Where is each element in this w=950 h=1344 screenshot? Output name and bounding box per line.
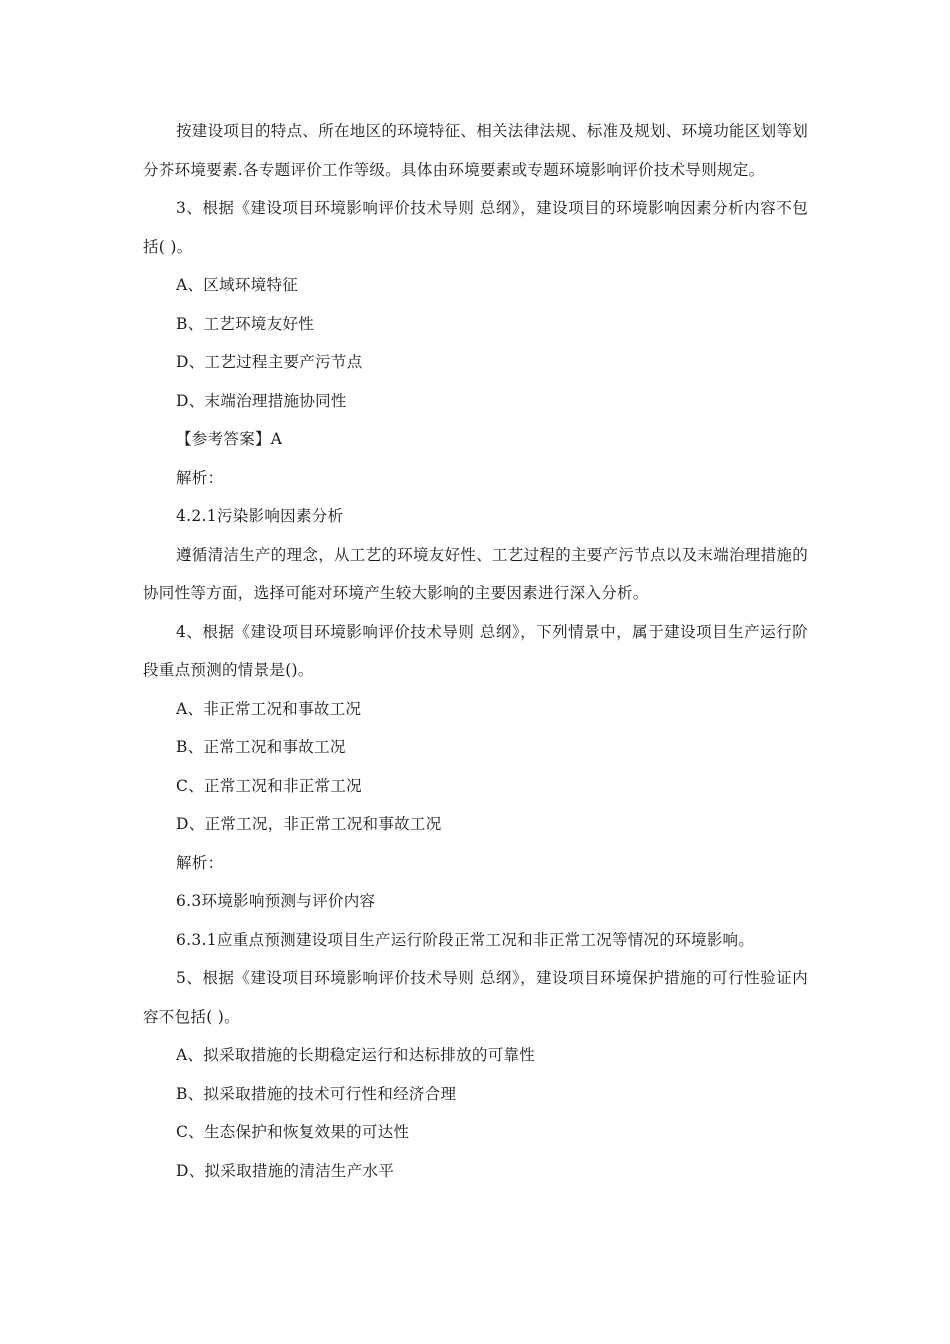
q4-option-a: A、非正常工况和事故工况 — [176, 699, 362, 718]
q5-option-d: D、拟采取措施的清洁生产水平 — [176, 1161, 395, 1180]
q4-option-d: D、正常工况，非正常工况和事故工况 — [176, 815, 442, 833]
q4-analysis-label: 解析： — [176, 853, 224, 872]
question-5: 5、根据《建设项目环境影响评价技术导则 总纲》，建设项目环境保护措施的可行性验证内容不包括( )。 — [143, 969, 808, 1026]
paragraph-intro: 按建设项目的特点、所在地区的环境特征、相关法律法规、标准及规划、环境功能区划等划分芥环境要素.各专题评价工作等级。具体由环境要素或专题环境影响评价技术导则规定。 — [143, 122, 809, 179]
q3-option-d: D、末端治理措施协同性 — [176, 391, 347, 410]
q3-option-b: B、工艺环境友好性 — [176, 314, 315, 333]
q3-analysis-text: 遵循清洁生产的理念，从工艺的环境友好性、工艺过程的主要产污节点以及末端治理措施的协同性等方面，选择可能对环境产生较大影响的主要因素进行深入分析。 — [143, 545, 809, 602]
question-3: 3、根据《建设项目环境影响评价技术导则 总纲》，建设项目的环境影响因素分析内容不包括( )。 — [143, 199, 808, 256]
q4-option-b: B、正常工况和事故工况 — [176, 738, 346, 756]
q3-option-a: A、区域环境特征 — [176, 276, 299, 294]
q3-analysis-label: 解析： — [176, 468, 224, 487]
q4-option-c: C、正常工况和非正常工况 — [176, 776, 362, 795]
q4-analysis-heading: 6.3环境影响预测与评价内容 — [176, 892, 376, 910]
q3-option-c: D、工艺过程主要产污节点 — [176, 353, 363, 371]
question-4: 4、根据《建设项目环境影响评价技术导则 总纲》，下列情景中，属于建设项目生产运行阶段重点预测的情景是()。 — [143, 622, 808, 679]
q5-option-b: B、拟采取措施的技术可行性和经济合理 — [176, 1084, 457, 1103]
q4-analysis-text: 6.3.1应重点预测建设项目生产运行阶段正常工况和非正常工况等情况的环境影响。 — [176, 930, 755, 949]
q5-option-a: A、拟采取措施的长期稳定运行和达标排放的可靠性 — [176, 1046, 536, 1064]
document-page — [143, 112, 808, 1190]
q3-analysis-heading: 4.2.1污染影响因素分析 — [176, 507, 344, 525]
q5-option-c: C、生态保护和恢复效果的可达性 — [176, 1123, 410, 1141]
q3-answer: 【参考答案】A — [176, 430, 283, 448]
